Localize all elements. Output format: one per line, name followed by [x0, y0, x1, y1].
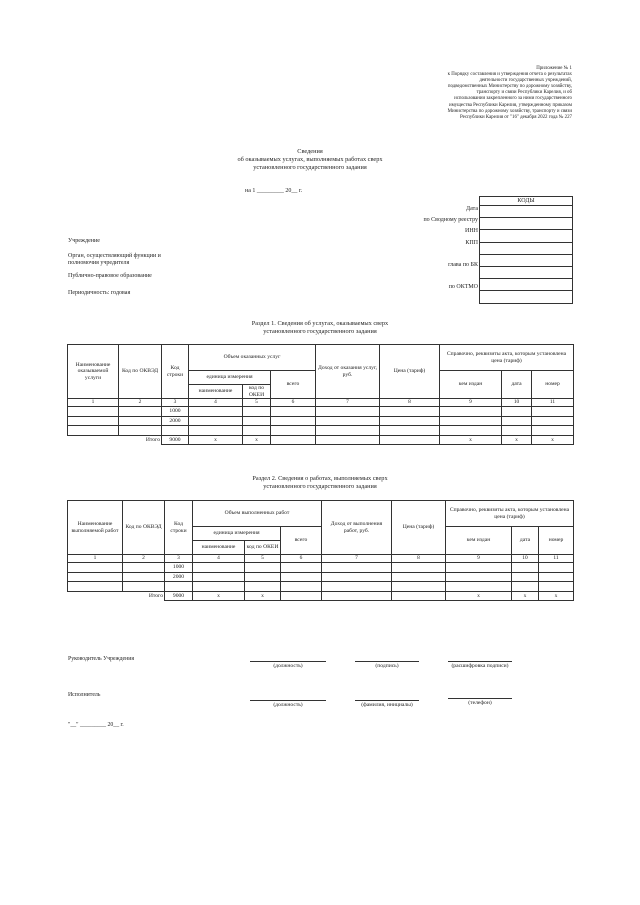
- label-organ-line1: Орган, осуществляющий функции и: [68, 253, 161, 259]
- col-num: 6: [271, 399, 316, 407]
- section2-title: [170, 475, 470, 491]
- x-mark: x: [512, 591, 539, 601]
- col-num: 5: [243, 399, 271, 407]
- x-mark: x: [532, 435, 574, 445]
- code-cell[interactable]: [480, 230, 573, 242]
- header-okved: Код по ОКВЭД: [123, 501, 165, 555]
- x-mark: x: [440, 435, 502, 445]
- label-oktmo: по ОКТМО: [448, 284, 478, 291]
- col-num: 6: [281, 555, 322, 563]
- section1-title-line1: Раздел 1. Сведения об услугах, оказываемых сверх: [251, 320, 389, 327]
- x-mark: x: [539, 591, 574, 601]
- header-ref-date: дата: [502, 371, 532, 399]
- codes-header: КОДЫ: [480, 197, 573, 206]
- total-label: Итого: [123, 591, 165, 601]
- code-cell[interactable]: [480, 279, 573, 291]
- header-unit: единица измерения: [193, 527, 281, 541]
- header-ref-date: дата: [512, 527, 539, 555]
- col-num: 9: [440, 399, 502, 407]
- header-total: всего: [281, 527, 322, 555]
- header-reference: Справочно, реквизиты акта, которым установлена цена (тариф): [446, 501, 574, 527]
- total-code: 9000: [162, 435, 189, 445]
- code-labels: [400, 204, 478, 294]
- col-num: 2: [123, 555, 165, 563]
- row-code: 1000: [162, 407, 189, 417]
- report-date: на 1 _________ 20__ г.: [245, 188, 303, 194]
- header-total: всего: [271, 371, 316, 399]
- table-row: [68, 572, 574, 582]
- col-num: 10: [502, 399, 532, 407]
- title-line-2: об оказываемых услугах, выполняемых работах сверх: [237, 156, 383, 163]
- appendix-line: имущества Республики Карелия, утвержденному приказом: [448, 102, 572, 108]
- total-code: 9000: [165, 591, 193, 601]
- total-row: [68, 435, 574, 445]
- col-num: 10: [512, 555, 539, 563]
- header-work-name: Наименование выполняемой работ: [68, 501, 123, 555]
- header-line-code: Код строки: [162, 345, 189, 399]
- col-num: 7: [322, 555, 392, 563]
- section1-title-line2: установленного государственного задания: [263, 328, 377, 335]
- row-code: 2000: [165, 572, 193, 582]
- header-ref-num: номер: [539, 527, 574, 555]
- col-num: 2: [119, 399, 162, 407]
- code-cell[interactable]: [480, 218, 573, 230]
- x-mark: x: [502, 435, 532, 445]
- label-organ-line2: полномочия учредителя: [68, 260, 130, 266]
- title-line-3: установленного государственного задания: [253, 164, 367, 171]
- col-num: 8: [380, 399, 440, 407]
- col-num: 7: [316, 399, 380, 407]
- code-cell[interactable]: [480, 291, 573, 303]
- header-ref-num: номер: [532, 371, 574, 399]
- head-decoding-field[interactable]: (расшифровка подписи): [448, 661, 512, 670]
- x-mark: x: [189, 435, 243, 445]
- head-signature-field[interactable]: (подпись): [355, 661, 419, 670]
- x-mark: x: [243, 435, 271, 445]
- header-price: Цена (тариф): [380, 345, 440, 399]
- appendix-line: Республики Карелия от "16" декабря 2022 года № 227: [460, 114, 572, 120]
- label-public-law: Публично-правовое образование: [68, 273, 152, 279]
- head-label: Руководитель Учреждения: [68, 656, 135, 662]
- header-unit: единица измерения: [189, 371, 271, 385]
- row-code: 1000: [165, 563, 193, 573]
- header-income: Доход от оказания услуг, руб.: [316, 345, 380, 399]
- x-mark: x: [245, 591, 281, 601]
- appendix-line: деятельности государственных учреждений,: [479, 78, 572, 84]
- exec-position-field[interactable]: (должность): [250, 700, 326, 709]
- section2-title-line2: установленного государственного задания: [263, 483, 377, 490]
- appendix-line: подведомственных Министерству по дорожному хозяйству,: [447, 84, 572, 90]
- table-row: [68, 563, 574, 573]
- col-num: 9: [446, 555, 512, 563]
- table-row: [68, 416, 574, 426]
- label-date: Дата: [466, 206, 478, 212]
- table-row: [68, 407, 574, 417]
- label-organ: [68, 253, 161, 267]
- col-num: 11: [539, 555, 574, 563]
- col-num: 1: [68, 399, 119, 407]
- codes-table: [479, 196, 573, 304]
- x-mark: x: [193, 591, 245, 601]
- signature-date: "__" _________ 20__ г.: [68, 722, 124, 728]
- col-num: 8: [392, 555, 446, 563]
- header-price: Цена (тариф): [392, 501, 446, 555]
- row-code: [162, 426, 189, 436]
- executor-label: Исполнитель: [68, 692, 101, 698]
- header-income: Доход от выполнения работ, руб.: [322, 501, 392, 555]
- code-cell[interactable]: [480, 266, 573, 278]
- header-ref-by: кем издан: [446, 527, 512, 555]
- head-position-field[interactable]: (должность): [250, 661, 326, 670]
- col-num: 3: [162, 399, 189, 407]
- code-cell[interactable]: [480, 206, 573, 218]
- appendix-line: Приложение № 1: [536, 66, 572, 71]
- label-bk: глава по БК: [448, 261, 478, 268]
- row-code: [165, 582, 193, 592]
- total-row: [68, 591, 574, 601]
- exec-phone-field[interactable]: (телефон): [448, 698, 512, 707]
- appendix-line: Министерства по дорожному хозяйству, транспорту и связи: [447, 108, 572, 114]
- header-ref-by: кем издан: [440, 371, 502, 399]
- code-cell[interactable]: [480, 254, 573, 266]
- header-unit-name: наименование: [189, 385, 243, 399]
- section1-title: [170, 320, 470, 336]
- table-row: [68, 426, 574, 436]
- col-num: 4: [189, 399, 243, 407]
- x-mark: x: [446, 591, 512, 601]
- appendix-line: использовании закрепленного за ними государственного: [454, 96, 572, 102]
- header-okei: код по ОКЕИ: [245, 541, 281, 555]
- header-okved: Код по ОКВЭД: [119, 345, 162, 399]
- header-line-code: Код строки: [165, 501, 193, 555]
- row-code: 2000: [162, 416, 189, 426]
- col-num: 11: [532, 399, 574, 407]
- col-num: 1: [68, 555, 123, 563]
- table-row: [68, 582, 574, 592]
- exec-name-field[interactable]: (фамилия, инициалы): [355, 700, 419, 709]
- section1-table: [67, 344, 574, 445]
- code-cell[interactable]: [480, 242, 573, 254]
- label-periodicity: Периодичность: годовая: [68, 290, 131, 296]
- label-institution: Учреждение: [68, 238, 100, 244]
- header-volume: Объем выполненных работ: [193, 501, 322, 527]
- title-line-1: Сведения: [297, 148, 323, 155]
- appendix-line: к Порядку составления и утверждения отчета о результатах: [447, 72, 572, 78]
- header-unit-name: наименование: [193, 541, 245, 555]
- total-label: Итого: [119, 435, 162, 445]
- header-service-name: Наименование оказываемой услуги: [68, 345, 119, 399]
- section2-table: [67, 500, 574, 601]
- col-num: 4: [193, 555, 245, 563]
- col-num: 5: [245, 555, 281, 563]
- section2-title-line1: Раздел 2. Сведения о работах, выполняемых сверх: [252, 475, 388, 482]
- appendix-note: [400, 66, 572, 121]
- header-volume: Объем оказанных услуг: [189, 345, 316, 371]
- appendix-line: транспорту и связи Республики Карелия, и об: [476, 90, 572, 96]
- label-inn: ИНН: [465, 228, 478, 235]
- header-reference: Справочно, реквизиты акта, которым установлена цена (тариф): [440, 345, 574, 371]
- document-title: [190, 148, 430, 172]
- label-kpp: КПП: [465, 239, 478, 246]
- col-num: 3: [165, 555, 193, 563]
- label-registry: по Сводному реестру: [423, 217, 478, 224]
- header-okei: код по ОКЕИ: [243, 385, 271, 399]
